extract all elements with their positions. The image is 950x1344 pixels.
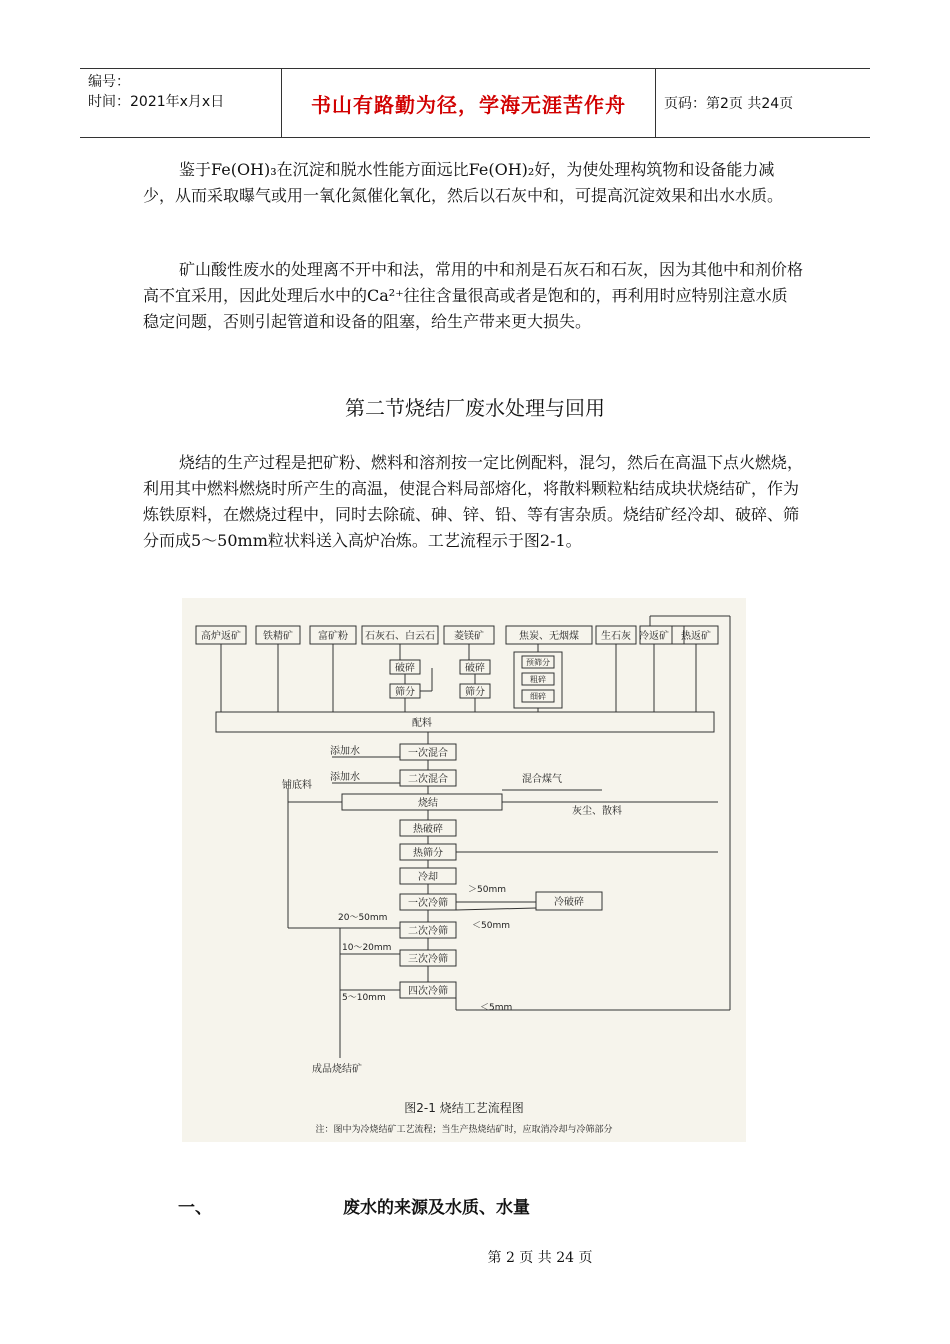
material-label: 焦炭、无烟煤: [519, 631, 579, 642]
hot-crush-label: 热破碎: [413, 824, 443, 835]
gt50-label: ＞50mm: [468, 885, 506, 895]
paragraph-3: 烧结的生产过程是把矿粉、燃料和溶剂按一定比例配料，混匀，然后在高温下点火燃烧，利用其中燃料燃烧时所产生的高温，使混合料局部熔化，将散料颗粒粘结成块状烧结矿，作为炼铁原料，在燃烧过程中，同时去除硫、砷、锌、铅、等有害杂质。烧结矿经冷却、破碎、筛分而成5～50mm粒状料送入高炉冶炼。工艺流程示于图2-1。: [143, 453, 804, 550]
header-page-info: 页码：第2页 共24页: [664, 96, 794, 112]
cold-screen-1-label: 一次冷筛: [408, 898, 448, 909]
add-water-2-label: 添加水: [330, 772, 360, 783]
lt50-label: ＜50mm: [472, 921, 510, 931]
mixed-gas-label: 混合煤气: [522, 774, 562, 785]
material-label: 富矿粉: [318, 631, 348, 642]
header-motto: 书山有路勤为径，学海无涯苦作舟: [282, 69, 656, 137]
batching-box: [216, 712, 714, 732]
heading-text: 废水的来源及水质、水量: [343, 1198, 530, 1218]
material-flow-lines: [221, 644, 696, 712]
material-label: 热返矿: [681, 631, 711, 642]
lt5-label: ＜5mm: [480, 1003, 513, 1013]
pre-screen-label: 预筛分: [526, 658, 550, 667]
material-labels: [201, 629, 711, 642]
bedding-label: 铺底料: [282, 780, 312, 791]
screen-label: 筛分: [395, 687, 415, 698]
cold-screen-3-label: 三次冷筛: [408, 954, 448, 965]
document-date: 时间：2021年x月x日: [88, 94, 225, 110]
mix2-label: 二次混合: [408, 774, 448, 785]
header-meta: [80, 69, 282, 137]
section-title: 第二节烧结厂废水处理与回用: [345, 396, 605, 420]
size-5-10-label: 5～10mm: [342, 993, 386, 1003]
cold-screen-2-label: 二次冷筛: [408, 926, 448, 937]
cold-crush-label: 冷破碎: [554, 897, 584, 908]
size-20-50-label: 20～50mm: [338, 913, 388, 923]
product-label: 成品烧结矿: [312, 1064, 362, 1075]
size-10-20-label: 10～20mm: [342, 943, 392, 953]
material-label: 菱镁矿: [454, 631, 484, 642]
page-footer: 第 2 页 共 24 页: [487, 1250, 593, 1266]
batching-label: 配料: [412, 718, 432, 729]
screen-label: 筛分: [465, 687, 485, 698]
cold-screen-4-label: 四次冷筛: [408, 986, 448, 997]
add-water-1-label: 添加水: [330, 746, 360, 757]
heading-number: 一、: [178, 1198, 212, 1218]
page-header: [80, 68, 870, 138]
figure-note: 注：图中为冷烧结矿工艺流程；当生产热烧结矿时，应取消冷却与冷筛部分: [315, 1125, 613, 1135]
figure-caption: 图2-1 烧结工艺流程图: [404, 1101, 524, 1115]
material-label: 石灰石、白云石: [365, 631, 435, 642]
fine-crush-label: 细碎: [530, 692, 546, 701]
sinter-label: 烧结: [418, 798, 438, 809]
crush-label: 破碎: [465, 663, 485, 674]
mix1-label: 一次混合: [408, 748, 448, 759]
pre-processing-labels: [395, 657, 550, 701]
process-boxes: [342, 744, 602, 998]
coarse-crush-label: 粗碎: [530, 675, 546, 684]
sinter-process-flowchart: [182, 598, 746, 1142]
process-flow-lines: [288, 616, 730, 1058]
material-label: 冷返矿: [639, 631, 669, 642]
material-label: 高炉返矿: [201, 631, 241, 642]
dust-label: 灰尘、散料: [572, 806, 622, 817]
material-label: 生石灰: [601, 631, 631, 642]
crush-label: 破碎: [395, 663, 415, 674]
paragraph-1: 鉴于Fe(OH)₃在沉淀和脱水性能方面远比Fe(OH)₂好，为使处理构筑物和设备能力减少，从而采取曝气或用一氧化氮催化氧化，然后以石灰中和，可提高沉淀效果和出水水质。: [143, 160, 784, 205]
paragraph-2: 矿山酸性废水的处理离不开中和法，常用的中和剂是石灰石和石灰，因为其他中和剂价格高不宜采用，因此处理后水中的Ca²⁺往往含量很高或者是饱和的，再利用时应特别注意水质稳定问题，否则引起管道和设备的阻塞，给生产带来更大损失。: [143, 260, 804, 331]
cooling-label: 冷却: [418, 872, 438, 883]
material-label: 铁精矿: [263, 631, 293, 642]
hot-screen-label: 热筛分: [413, 848, 443, 859]
document-number: 编号：: [88, 74, 130, 90]
